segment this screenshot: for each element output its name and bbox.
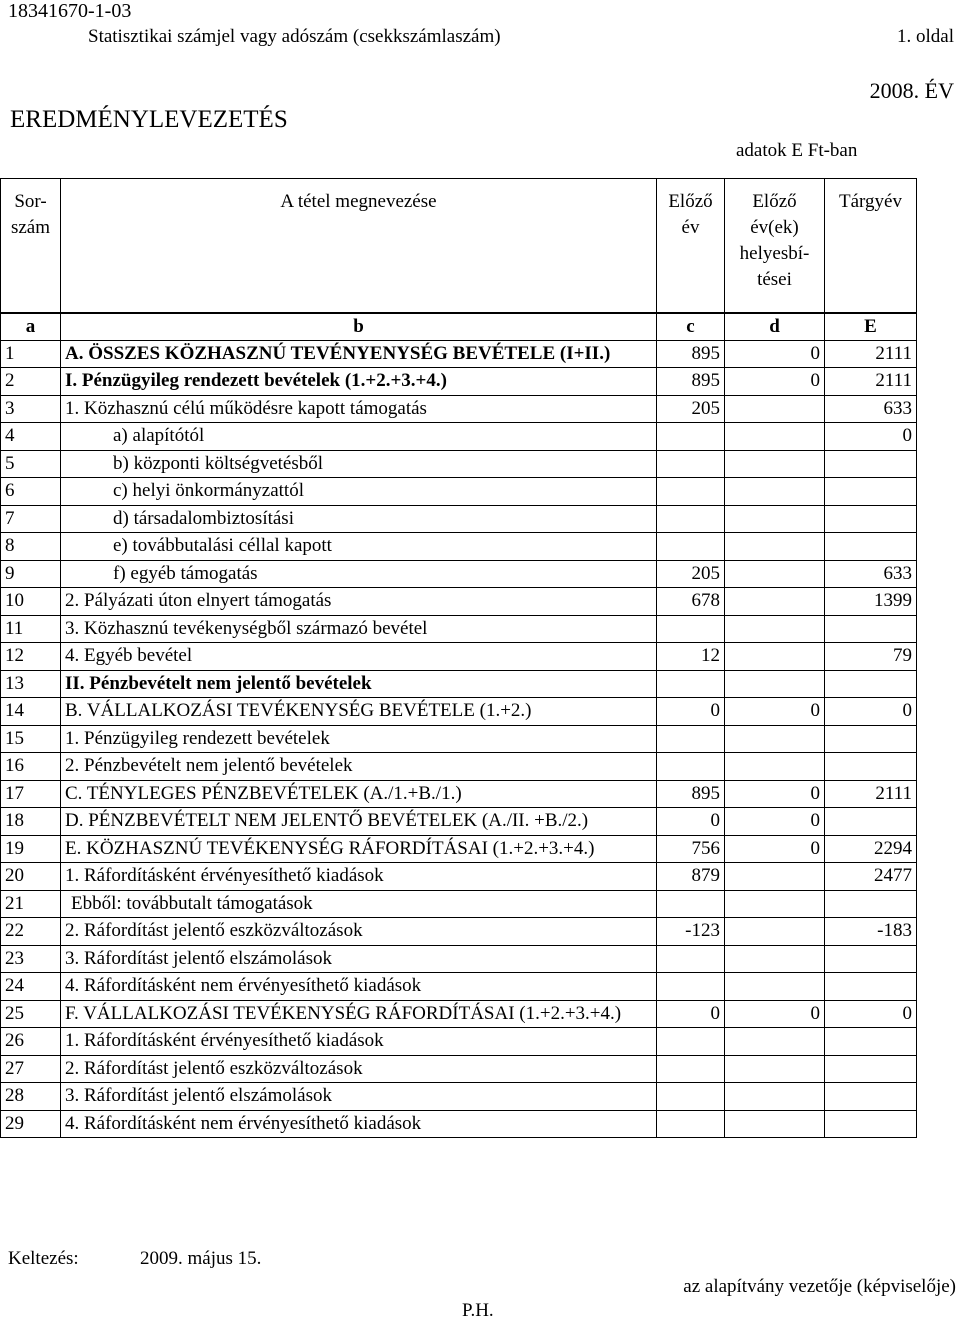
row-number: 7 [1, 505, 61, 533]
row-current-year: 2294 [825, 835, 917, 863]
table-row [1, 615, 917, 643]
row-current-year [825, 505, 917, 533]
table-row [1, 560, 917, 588]
table-row [1, 395, 917, 423]
row-number: 19 [1, 835, 61, 863]
statistical-number-label: Statisztikai számjel vagy adószám (csekkszámlaszám) [88, 26, 501, 47]
row-number: 10 [1, 588, 61, 616]
row-current-year: 633 [825, 395, 917, 423]
row-previous-year [657, 890, 725, 918]
table-row [1, 1028, 917, 1056]
row-name: C. TÉNYLEGES PÉNZBEVÉTELEK (A./1.+B./1.) [61, 780, 657, 808]
row-current-year [825, 890, 917, 918]
table-row [1, 643, 917, 671]
row-number: 2 [1, 368, 61, 396]
row-previous-year [657, 615, 725, 643]
row-number: 20 [1, 863, 61, 891]
row-number: 22 [1, 918, 61, 946]
row-name: a) alapítótól [61, 423, 657, 451]
row-number: 28 [1, 1083, 61, 1111]
row-number: 23 [1, 945, 61, 973]
table-row [1, 725, 917, 753]
row-previous-year: 0 [657, 1000, 725, 1028]
letter-c: c [657, 313, 725, 341]
report-year: 2008. ÉV [869, 78, 954, 103]
row-adjustment [725, 753, 825, 781]
row-name: A. ÖSSZES KÖZHASZNÚ TEVÉNYENYSÉG BEVÉTELE (I+II.) [61, 340, 657, 368]
row-name: II. Pénzbevételt nem jelentő bevételek [61, 670, 657, 698]
page-number: 1. oldal [897, 26, 954, 47]
row-adjustment [725, 560, 825, 588]
row-adjustment [725, 450, 825, 478]
row-adjustment [725, 973, 825, 1001]
row-adjustment [725, 643, 825, 671]
row-name: 1. Ráfordításként érvényesíthető kiadások [61, 863, 657, 891]
row-adjustment [725, 725, 825, 753]
row-current-year: 0 [825, 698, 917, 726]
letter-e: E [825, 313, 917, 341]
row-number: 16 [1, 753, 61, 781]
row-previous-year [657, 423, 725, 451]
row-previous-year: 0 [657, 808, 725, 836]
header-previous-year: Előző év [657, 179, 725, 313]
header-adjustments: Előző év(ek) helyesbí-tései [725, 179, 825, 313]
row-name: f) egyéb támogatás [61, 560, 657, 588]
row-adjustment [725, 423, 825, 451]
row-current-year [825, 450, 917, 478]
date-label: Keltezés: [8, 1248, 79, 1269]
table-row [1, 340, 917, 368]
row-number: 24 [1, 973, 61, 1001]
row-current-year [825, 478, 917, 506]
row-previous-year: 12 [657, 643, 725, 671]
row-name: 2. Pályázati úton elnyert támogatás [61, 588, 657, 616]
row-adjustment [725, 505, 825, 533]
row-adjustment: 0 [725, 340, 825, 368]
row-name: 1. Pénzügyileg rendezett bevételek [61, 725, 657, 753]
row-previous-year: 0 [657, 698, 725, 726]
row-number: 14 [1, 698, 61, 726]
row-current-year [825, 753, 917, 781]
row-previous-year [657, 945, 725, 973]
row-previous-year: -123 [657, 918, 725, 946]
row-current-year [825, 1055, 917, 1083]
table-row [1, 533, 917, 561]
table-row [1, 1055, 917, 1083]
row-adjustment [725, 890, 825, 918]
row-number: 12 [1, 643, 61, 671]
signer-label: az alapítvány vezetője (képviselője) [683, 1276, 956, 1297]
row-name: 3. Ráfordítást jelentő elszámolások [61, 945, 657, 973]
row-number: 11 [1, 615, 61, 643]
row-name: B. VÁLLALKOZÁSI TEVÉKENYSÉG BEVÉTELE (1.+2.) [61, 698, 657, 726]
document-id: 18341670-1-03 [8, 0, 132, 22]
row-adjustment: 0 [725, 698, 825, 726]
row-name: D. PÉNZBEVÉTELT NEM JELENTŐ BEVÉTELEK (A./II. +B./2.) [61, 808, 657, 836]
row-current-year [825, 725, 917, 753]
row-previous-year [657, 533, 725, 561]
row-current-year: 2111 [825, 368, 917, 396]
units-note: adatok E Ft-ban [736, 140, 858, 161]
table-row [1, 1083, 917, 1111]
table-row [1, 753, 917, 781]
letter-d: d [725, 313, 825, 341]
header-item-name: A tétel megnevezése [61, 179, 657, 313]
row-number: 15 [1, 725, 61, 753]
row-adjustment: 0 [725, 780, 825, 808]
stamp-placeholder: P.H. [462, 1300, 494, 1321]
row-adjustment [725, 588, 825, 616]
row-previous-year [657, 505, 725, 533]
row-current-year [825, 945, 917, 973]
row-current-year: 1399 [825, 588, 917, 616]
row-adjustment: 0 [725, 808, 825, 836]
page-title: EREDMÉNYLEVEZETÉS [10, 106, 288, 133]
row-current-year: 2111 [825, 340, 917, 368]
row-adjustment [725, 533, 825, 561]
row-previous-year: 895 [657, 780, 725, 808]
row-number: 13 [1, 670, 61, 698]
row-current-year: 79 [825, 643, 917, 671]
table-row [1, 918, 917, 946]
row-adjustment [725, 918, 825, 946]
row-name: 2. Ráfordítást jelentő eszközváltozások [61, 918, 657, 946]
row-current-year: 2111 [825, 780, 917, 808]
row-previous-year: 205 [657, 395, 725, 423]
table-row [1, 670, 917, 698]
row-previous-year: 756 [657, 835, 725, 863]
row-previous-year [657, 450, 725, 478]
row-previous-year: 895 [657, 368, 725, 396]
row-previous-year [657, 670, 725, 698]
row-adjustment: 0 [725, 835, 825, 863]
row-previous-year [657, 478, 725, 506]
row-current-year [825, 973, 917, 1001]
row-name: c) helyi önkormányzattól [61, 478, 657, 506]
row-name: 2. Ráfordítást jelentő eszközváltozások [61, 1055, 657, 1083]
row-name: d) társadalombiztosítási [61, 505, 657, 533]
letter-b: b [61, 313, 657, 341]
row-adjustment [725, 615, 825, 643]
row-adjustment [725, 1028, 825, 1056]
row-name: e) továbbutalási céllal kapott [61, 533, 657, 561]
row-number: 26 [1, 1028, 61, 1056]
table-row [1, 835, 917, 863]
row-number: 25 [1, 1000, 61, 1028]
row-name: 1. Ráfordításként érvényesíthető kiadások [61, 1028, 657, 1056]
row-name: 3. Ráfordítást jelentő elszámolások [61, 1083, 657, 1111]
table-row [1, 450, 917, 478]
row-previous-year [657, 1055, 725, 1083]
row-name: 4. Egyéb bevétel [61, 643, 657, 671]
row-number: 8 [1, 533, 61, 561]
row-number: 5 [1, 450, 61, 478]
income-statement-table [0, 178, 917, 1138]
row-name: 4. Ráfordításként nem érvényesíthető kiadások [61, 1110, 657, 1138]
row-adjustment: 0 [725, 1000, 825, 1028]
row-current-year: -183 [825, 918, 917, 946]
row-number: 27 [1, 1055, 61, 1083]
table-row [1, 808, 917, 836]
header-row-number: Sor-szám [1, 179, 61, 313]
row-adjustment: 0 [725, 368, 825, 396]
row-number: 18 [1, 808, 61, 836]
row-number: 4 [1, 423, 61, 451]
row-name: E. KÖZHASZNÚ TEVÉKENYSÉG RÁFORDÍTÁSAI (1.+2.+3.+4.) [61, 835, 657, 863]
row-current-year: 0 [825, 1000, 917, 1028]
row-adjustment [725, 1055, 825, 1083]
date-value: 2009. május 15. [140, 1248, 262, 1269]
table-row [1, 1110, 917, 1138]
row-number: 21 [1, 890, 61, 918]
row-previous-year [657, 973, 725, 1001]
row-current-year [825, 533, 917, 561]
row-previous-year [657, 1028, 725, 1056]
header-current-year: Tárgyév [825, 179, 917, 313]
row-number: 6 [1, 478, 61, 506]
row-number: 17 [1, 780, 61, 808]
row-number: 29 [1, 1110, 61, 1138]
row-name: 1. Közhasznú célú működésre kapott támogatás [61, 395, 657, 423]
table-row [1, 698, 917, 726]
row-current-year: 2477 [825, 863, 917, 891]
row-adjustment [725, 670, 825, 698]
row-adjustment [725, 945, 825, 973]
row-adjustment [725, 1083, 825, 1111]
row-name: 4. Ráfordításként nem érvényesíthető kiadások [61, 973, 657, 1001]
row-previous-year [657, 753, 725, 781]
table-row [1, 478, 917, 506]
table-row [1, 423, 917, 451]
row-number: 1 [1, 340, 61, 368]
row-name: 3. Közhasznú tevékenységből származó bevétel [61, 615, 657, 643]
row-previous-year [657, 1083, 725, 1111]
table-row [1, 890, 917, 918]
row-name: F. VÁLLALKOZÁSI TEVÉKENYSÉG RÁFORDÍTÁSAI (1.+2.+3.+4.) [61, 1000, 657, 1028]
table-row [1, 945, 917, 973]
table-row [1, 863, 917, 891]
row-previous-year [657, 725, 725, 753]
row-name: 2. Pénzbevételt nem jelentő bevételek [61, 753, 657, 781]
row-number: 9 [1, 560, 61, 588]
table-row [1, 780, 917, 808]
row-adjustment [725, 1110, 825, 1138]
row-name: b) központi költségvetésből [61, 450, 657, 478]
table-row [1, 505, 917, 533]
row-previous-year: 895 [657, 340, 725, 368]
row-name: Ebből: továbbutalt támogatások [61, 890, 657, 918]
row-previous-year: 205 [657, 560, 725, 588]
row-previous-year: 678 [657, 588, 725, 616]
row-previous-year: 879 [657, 863, 725, 891]
row-adjustment [725, 478, 825, 506]
row-current-year [825, 670, 917, 698]
row-name: I. Pénzügyileg rendezett bevételek (1.+2.+3.+4.) [61, 368, 657, 396]
row-current-year: 633 [825, 560, 917, 588]
row-current-year [825, 1028, 917, 1056]
letter-a: a [1, 313, 61, 341]
table-row [1, 588, 917, 616]
row-current-year: 0 [825, 423, 917, 451]
row-current-year [825, 1110, 917, 1138]
table-row [1, 973, 917, 1001]
table-row [1, 368, 917, 396]
row-adjustment [725, 863, 825, 891]
row-number: 3 [1, 395, 61, 423]
table-row [1, 1000, 917, 1028]
row-current-year [825, 615, 917, 643]
row-adjustment [725, 395, 825, 423]
row-current-year [825, 1083, 917, 1111]
row-current-year [825, 808, 917, 836]
row-previous-year [657, 1110, 725, 1138]
